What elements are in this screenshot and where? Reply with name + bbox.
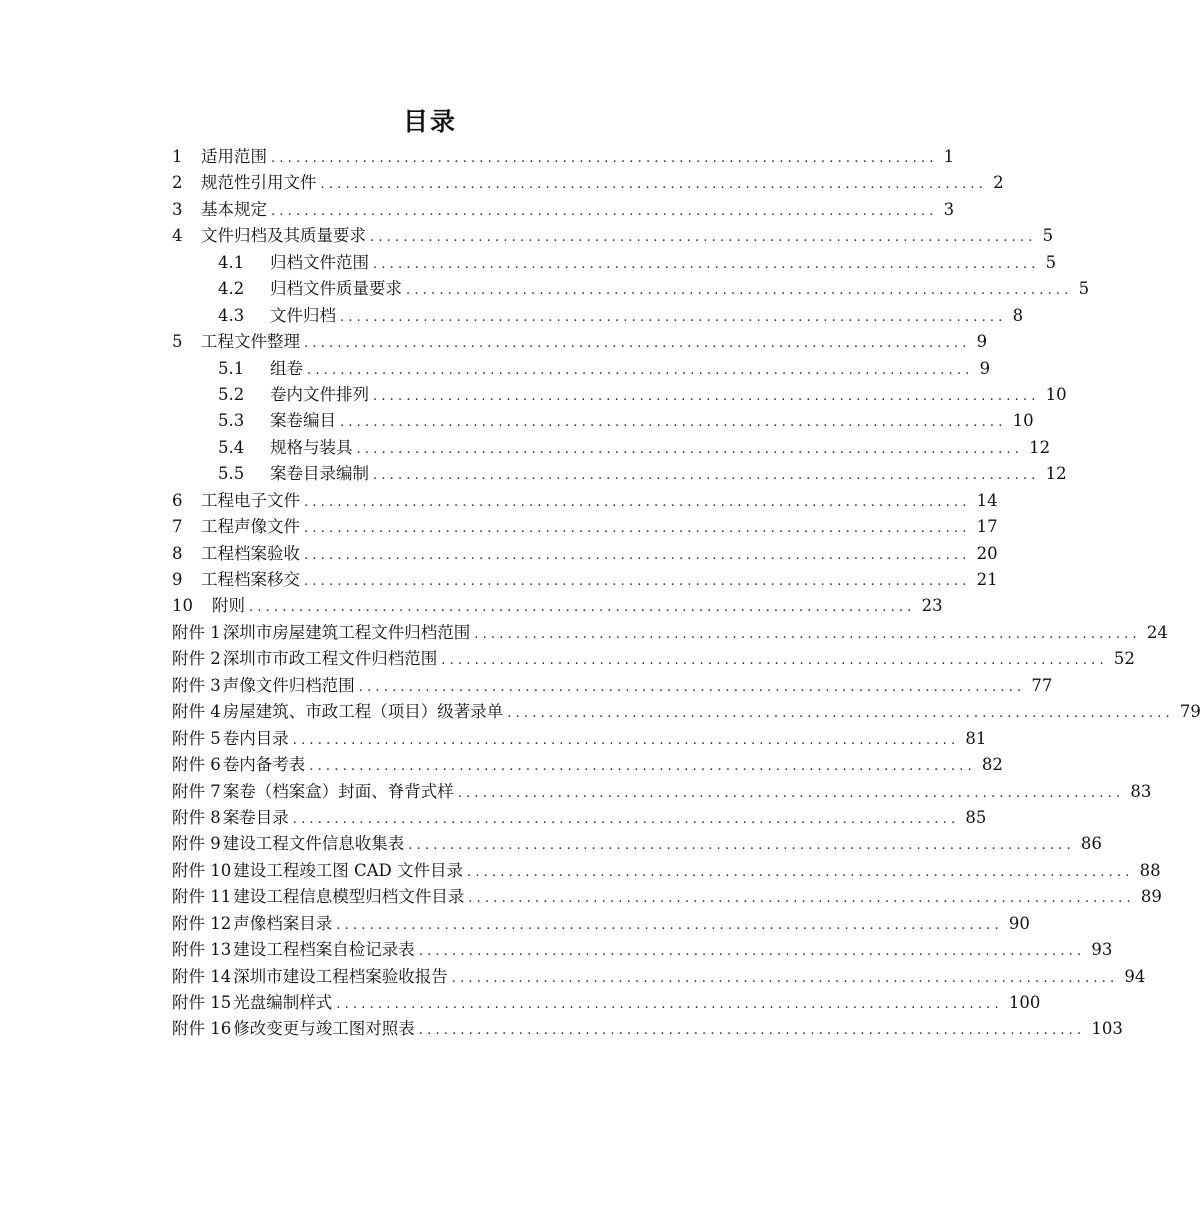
toc-entry-title: 附则 [212, 596, 245, 616]
toc-entry-number: 附件 14 [172, 966, 232, 986]
toc-entry-title: 归档文件范围 [270, 252, 369, 272]
toc-dot-leader: ................................................................................ [457, 785, 1125, 801]
toc-dot-leader: ................................................................................ [307, 362, 974, 378]
toc-entry[interactable] [172, 408, 1034, 434]
toc-entry-number: 附件 6 [172, 755, 221, 775]
toc-entry-title: 深圳市建设工程档案验收报告 [233, 966, 448, 986]
toc-entry-number: 3 [172, 199, 183, 219]
toc-dot-leader: ................................................................................ [292, 811, 960, 827]
toc-entry-page: 5 [1045, 252, 1057, 272]
toc-entry-number: 6 [172, 490, 183, 510]
toc-dot-leader: ................................................................................ [304, 547, 971, 563]
toc-dot-leader: ................................................................................ [358, 679, 1026, 695]
toc-entry-page: 23 [921, 596, 943, 616]
toc-entry[interactable] [172, 726, 987, 752]
toc-entry-title: 建设工程信息模型归档文件目录 [233, 887, 465, 907]
toc-entry[interactable] [172, 964, 1146, 990]
toc-dot-leader: ................................................................................ [292, 732, 960, 748]
toc-entry[interactable] [172, 831, 1102, 857]
toc-entry-number: 1 [172, 147, 183, 166]
toc-entry-title: 组卷 [270, 358, 303, 378]
toc-dot-leader: ................................................................................ [451, 970, 1119, 986]
toc-entry-page: 89 [1140, 887, 1162, 907]
toc-entry-number: 附件 8 [172, 807, 221, 827]
toc-entry-number: 5.1 [218, 358, 245, 378]
toc-dot-leader: ................................................................................ [406, 283, 1073, 299]
toc-entry[interactable] [172, 593, 943, 619]
toc-entry[interactable] [172, 435, 1051, 461]
toc-entry-page: 93 [1091, 940, 1113, 960]
toc-entry-title: 卷内目录 [222, 728, 289, 748]
toc-entry-title: 工程电子文件 [201, 490, 300, 510]
toc-entry-number: 附件 1 [172, 622, 221, 642]
toc-entry-title: 深圳市市政工程文件归档范围 [222, 649, 438, 669]
toc-entry-page: 8 [1012, 305, 1024, 325]
toc-entry[interactable] [172, 990, 1041, 1016]
toc-entry-page: 52 [1113, 649, 1135, 669]
toc-entry-page: 77 [1031, 675, 1053, 695]
toc-entry-number: 附件 5 [172, 728, 221, 748]
toc-entry[interactable] [172, 646, 1135, 672]
toc-entry-number: 附件 9 [172, 834, 221, 854]
toc-entry-number: 附件 4 [172, 702, 221, 722]
toc-entry[interactable] [172, 276, 1090, 302]
toc-entry-number: 2 [172, 173, 183, 193]
toc-entry-title: 深圳市房屋建筑工程文件归档范围 [222, 622, 471, 642]
toc-dot-leader: ................................................................................ [304, 521, 971, 537]
toc-entry-page: 24 [1146, 622, 1168, 642]
toc-entry-title: 声像档案目录 [233, 913, 333, 933]
toc-entry-title: 建设工程竣工图 CAD 文件目录 [233, 860, 464, 880]
toc-entry-page: 94 [1124, 966, 1146, 986]
toc-entry-page: 88 [1139, 860, 1161, 880]
toc-entry[interactable] [172, 461, 1067, 487]
toc-dot-leader: ................................................................................ [370, 230, 1037, 246]
toc-entry-page: 14 [976, 490, 998, 510]
toc-entry-title: 工程档案验收 [201, 543, 300, 563]
toc-entry-page: 5 [1078, 279, 1090, 299]
toc-entry-title: 案卷（档案盒）封面、脊背式样 [222, 781, 454, 801]
toc-entry-page: 100 [1008, 993, 1041, 1012]
toc-entry[interactable] [172, 937, 1113, 963]
toc-entry-title: 光盘编制样式 [233, 993, 333, 1012]
toc-entry-page: 2 [993, 173, 1004, 193]
toc-dot-leader: ................................................................................ [336, 997, 1003, 1012]
toc-entry-page: 83 [1130, 781, 1152, 801]
toc-entry-number: 附件 13 [172, 940, 232, 960]
toc-entry[interactable] [172, 223, 1054, 249]
toc-entry-number: 5.3 [218, 411, 245, 431]
toc-entry[interactable] [172, 541, 998, 567]
toc-entry-title: 建设工程档案自检记录表 [233, 940, 415, 960]
toc-entry[interactable] [172, 303, 1024, 329]
toc-entry[interactable] [172, 514, 998, 540]
toc-dot-leader: ................................................................................ [474, 626, 1141, 642]
toc-entry-page: 21 [976, 570, 998, 589]
toc-entry-number: 4.1 [218, 252, 245, 272]
toc-dot-leader: ................................................................................ [340, 309, 1007, 325]
toc-entry[interactable] [172, 779, 1152, 805]
toc-entry[interactable] [172, 620, 1168, 646]
toc-entry-title: 卷内文件排列 [270, 384, 369, 404]
toc-entry-title: 工程档案移交 [201, 570, 300, 589]
toc-entry-page: 9 [976, 332, 988, 352]
toc-entry-title: 文件归档及其质量要求 [201, 226, 366, 246]
toc-entry-number: 附件 12 [172, 913, 232, 933]
toc-dot-leader: ................................................................................ [356, 441, 1024, 457]
toc-entry[interactable] [172, 197, 955, 223]
toc-entry[interactable] [172, 673, 1053, 699]
toc-entry-page: 12 [1029, 437, 1051, 457]
toc-dot-leader: ................................................................................ [418, 944, 1086, 960]
toc-entry-number: 5.4 [218, 437, 245, 457]
toc-entry-page: 82 [981, 755, 1003, 775]
toc-entry-page: 10 [1045, 384, 1067, 404]
toc-entry-number: 附件 7 [172, 781, 221, 801]
toc-entry-number: 4 [172, 226, 183, 246]
toc-entry[interactable] [172, 329, 988, 355]
toc-entry-title: 建设工程文件信息收集表 [222, 834, 405, 854]
toc-entry-number: 附件 11 [172, 887, 232, 907]
toc-dot-leader: ................................................................................ [468, 891, 1135, 907]
toc-entry-page: 103 [1091, 1019, 1123, 1039]
toc-entry-title: 声像文件归档范围 [222, 675, 355, 695]
toc-entry[interactable] [172, 356, 991, 382]
toc-entry-title: 案卷目录 [222, 807, 289, 827]
toc-entry-title: 规格与装具 [270, 437, 353, 457]
toc-entry[interactable] [172, 1016, 1123, 1042]
toc-entry-title: 房屋建筑、市政工程（项目）级著录单 [222, 702, 504, 722]
toc-entry-page: 79 [1179, 702, 1201, 722]
toc-dot-leader: ................................................................................ [309, 759, 976, 775]
toc-dot-leader: ................................................................................ [467, 864, 1134, 880]
toc-entry-title: 归档文件质量要求 [270, 279, 402, 299]
toc-entry-title: 规范性引用文件 [201, 173, 317, 193]
toc-entry-title: 案卷目录编制 [270, 464, 369, 484]
toc-entry-number: 附件 3 [172, 675, 221, 695]
toc-entry-number: 5.5 [218, 464, 245, 484]
toc-entry-page: 20 [976, 543, 998, 563]
toc-entry[interactable] [172, 884, 1162, 910]
toc-entry-page: 10 [1012, 411, 1034, 431]
toc-dot-leader: ................................................................................ [304, 574, 971, 589]
toc-list [172, 144, 1201, 1043]
toc-entry-page: 17 [976, 517, 998, 537]
toc-dot-leader: ................................................................................ [408, 838, 1075, 854]
toc-entry-title: 工程声像文件 [201, 517, 300, 537]
toc-entry-number: 附件 10 [172, 860, 232, 880]
toc-entry-number: 5 [172, 332, 183, 352]
toc-entry-page: 86 [1080, 834, 1102, 854]
toc-dot-leader: ................................................................................ [373, 468, 1040, 484]
toc-entry-title: 修改变更与竣工图对照表 [233, 1019, 415, 1039]
toc-entry[interactable] [172, 911, 1030, 937]
toc-dot-leader: ................................................................................ [304, 336, 971, 352]
toc-entry-page: 9 [979, 358, 991, 378]
toc-entry-page: 5 [1042, 226, 1054, 246]
toc-entry[interactable] [172, 567, 998, 593]
toc-dot-leader: ................................................................................ [249, 600, 916, 616]
toc-entry-title: 工程文件整理 [201, 332, 300, 352]
toc-title: 目录 [402, 107, 457, 136]
toc-entry[interactable] [172, 488, 998, 514]
toc-dot-leader: ................................................................................ [340, 415, 1007, 431]
toc-entry[interactable] [172, 144, 955, 170]
toc-entry-number: 附件 16 [172, 1019, 232, 1039]
toc-entry[interactable] [172, 805, 987, 831]
toc-dot-leader: ................................................................................ [373, 256, 1040, 272]
toc-entry-title: 卷内备考表 [222, 755, 306, 775]
toc-entry-number: 7 [172, 517, 183, 537]
toc-dot-leader: ................................................................................ [441, 653, 1108, 669]
toc-dot-leader: ................................................................................ [507, 706, 1174, 722]
toc-entry-number: 4.3 [218, 305, 245, 325]
toc-entry-title: 文件归档 [270, 305, 336, 325]
toc-entry-page: 90 [1008, 913, 1030, 933]
toc-entry-page: 85 [965, 807, 987, 827]
toc-dot-leader: ................................................................................ [271, 151, 938, 166]
toc-dot-leader: ................................................................................ [418, 1023, 1086, 1039]
toc-entry-number: 附件 2 [172, 649, 221, 669]
toc-dot-leader: ................................................................................ [336, 917, 1003, 933]
toc-dot-leader: ................................................................................ [320, 177, 988, 193]
toc-entry[interactable] [172, 752, 1003, 778]
toc-dot-leader: ................................................................................ [271, 203, 938, 219]
toc-entry-number: 10 [172, 596, 193, 616]
toc-entry[interactable] [172, 250, 1057, 276]
toc-entry-number: 5.2 [218, 384, 245, 404]
toc-entry-page: 3 [943, 199, 955, 219]
toc-entry-number: 9 [172, 570, 183, 589]
toc-entry-page: 12 [1045, 464, 1067, 484]
toc-dot-leader: ................................................................................ [304, 494, 971, 510]
toc-entry-number: 附件 15 [172, 993, 232, 1012]
toc-entry-page: 1 [943, 147, 955, 166]
toc-entry-title: 基本规定 [201, 199, 267, 219]
toc-entry[interactable] [172, 858, 1161, 884]
toc-entry-page: 81 [965, 728, 987, 748]
toc-entry-number: 8 [172, 543, 183, 563]
toc-entry-number: 4.2 [218, 279, 245, 299]
toc-entry[interactable] [172, 699, 1201, 725]
toc-entry-title: 适用范围 [201, 147, 267, 166]
toc-entry[interactable] [172, 382, 1067, 408]
toc-entry[interactable] [172, 170, 1004, 196]
toc-dot-leader: ................................................................................ [373, 388, 1040, 404]
toc-entry-title: 案卷编目 [270, 411, 336, 431]
